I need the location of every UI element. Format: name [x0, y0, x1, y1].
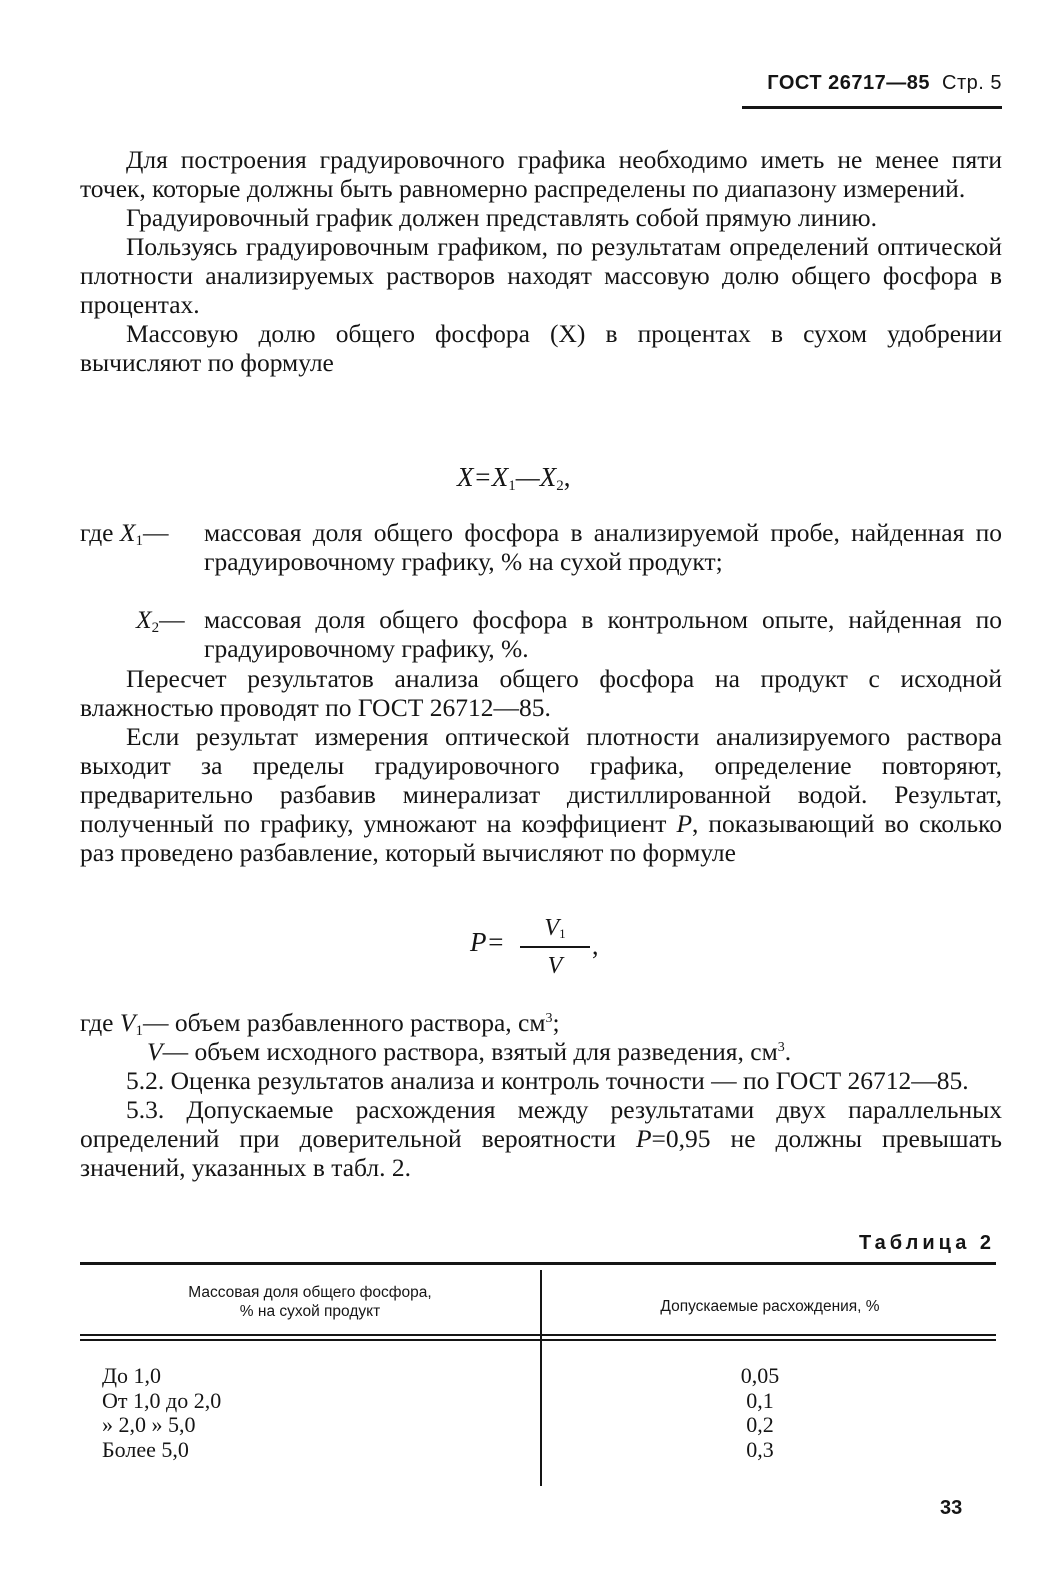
definition-v	[147, 1037, 791, 1066]
definition-v1-end: ;	[552, 1008, 560, 1037]
definition-v-text: объем исходного раствора, взятый для разведения, см	[194, 1037, 778, 1066]
formula-x1-sub: 1	[508, 478, 516, 494]
formula-x-lhs: X	[457, 462, 474, 492]
header-rule	[742, 106, 1002, 109]
definition-prefix: где	[80, 518, 114, 547]
fraction-denominator: V	[547, 952, 563, 979]
paragraph-formula-intro: Массовую долю общего фосфора (X) в процентах в сухом удобрении вычисляют по формуле	[80, 319, 1002, 377]
paragraph-dilution	[80, 722, 1002, 867]
fraction-numerator	[520, 912, 590, 944]
table-header-col2: Допускаемые расхождения, %	[660, 1298, 880, 1315]
recalc-paragraphs	[80, 664, 1002, 867]
table-row-range: » 2,0 » 5,0	[102, 1412, 196, 1437]
definition-v1-unit-sup: 3	[545, 1011, 553, 1026]
formula-p-comma: ,	[592, 931, 599, 960]
table-column-divider	[540, 1270, 542, 1486]
table-header-rule-1	[80, 1334, 996, 1336]
definition-x1-letter: X	[119, 518, 136, 547]
paragraph-calibration-points: Для построения градуировочного графика необходимо иметь не менее пяти точек, которые должны быть равномерно распределены по диапазону измерений.	[80, 145, 1002, 203]
intro-paragraphs	[80, 145, 1002, 377]
paragraph-using-graph: Пользуясь градуировочным графиком, по результатам определений оптической плотности анализируемых растворов находят массовую долю общего фосфора в процентах.	[80, 232, 1002, 319]
definition-x2-dash: —	[159, 605, 185, 634]
fraction-bar	[520, 946, 590, 948]
definition-x2-symbol	[136, 605, 159, 634]
page-reference: Стр. 5	[942, 72, 1002, 94]
formula-x	[457, 462, 571, 495]
formula-x2-sub: 2	[556, 478, 564, 494]
definition-v1-symbol	[120, 1008, 143, 1037]
table-header-rule-2	[80, 1339, 996, 1341]
table-caption: Таблица 2	[858, 1232, 995, 1254]
table-col-ranges	[102, 1364, 221, 1462]
definition-x1-dash: —	[142, 518, 169, 547]
definitions-x	[80, 518, 1002, 668]
page-header	[680, 72, 1002, 95]
page-number: 33	[940, 1497, 963, 1519]
dilution-text: Если результат измерения оптической плотности анализируемого раствора выходит за пределы градуировочного графика, определение повторяют, предварительно разбавив минерализат дистиллированной водой. Результат, полученный по графику, умножают на коэффициент	[80, 722, 1002, 838]
definition-v-end: .	[784, 1037, 792, 1066]
definition-x2-sub: 2	[151, 620, 160, 636]
table-header-col1-line1: Массовая доля общего фосфора,	[188, 1284, 432, 1301]
definition-x2-letter: X	[136, 605, 152, 634]
formula-x1: X	[491, 462, 509, 492]
table-row-tolerance: 0,1	[746, 1387, 774, 1413]
definition-v1-text: объем разбавленного раствора, см	[174, 1008, 546, 1037]
paragraph-5-3-tail: не должны превышать значений, указанных в табл. 2.	[80, 1124, 1003, 1182]
definition-x1-term	[80, 518, 168, 556]
table-row-tolerance: 0,3	[746, 1436, 774, 1462]
paragraph-5-3	[80, 1095, 1002, 1182]
table-col-tolerances	[700, 1364, 820, 1462]
definition-x2-text: массовая доля общего фосфора в контрольном опыте, найденная по градуировочному графику, %.	[204, 605, 1002, 663]
table-header-col1	[110, 1283, 510, 1321]
definition-v1-sub: 1	[135, 1023, 143, 1039]
formula-minus: —	[515, 462, 540, 492]
table-row-tolerance: 0,05	[740, 1363, 780, 1388]
table-row-range: До 1,0	[102, 1363, 162, 1388]
definition-x1-symbol	[120, 518, 143, 547]
formula-x-eq: =	[473, 462, 492, 492]
table-row-range: От 1,0 до 2,0	[102, 1387, 222, 1413]
numerator-sub: 1	[559, 926, 566, 941]
paragraph-5-2: 5.2. Оценка результатов анализа и контроль точности — по ГОСТ 26712—85.	[126, 1066, 969, 1095]
paragraph-5-3-value: =0,95	[651, 1124, 711, 1153]
definition-v-unit-sup: 3	[777, 1040, 785, 1055]
formula-p-lhs: P=	[470, 927, 505, 957]
dilution-tail: , показывающий во сколько раз проведено разбавление, который вычисляют по формуле	[80, 809, 1002, 867]
table-row-range: Более 5,0	[102, 1436, 189, 1462]
formula-x2: X	[539, 462, 557, 492]
paragraph-5-3-text: 5.3. Допускаемые расхождения между результатами двух параллельных определений при доверительной вероятности	[80, 1095, 1002, 1153]
formula-x-comma: ,	[563, 462, 571, 492]
definition-v1-dash: —	[142, 1008, 169, 1037]
definition-x1-text: массовая доля общего фосфора в анализируемой пробе, найденная по градуировочному графику, % на сухой продукт;	[204, 518, 1002, 576]
definition-x2-term	[136, 605, 185, 643]
paragraph-recalculation: Пересчет результатов анализа общего фосфора на продукт с исходной влажностью проводят по ГОСТ 26712—85.	[80, 664, 1002, 722]
table-row-tolerance: 0,2	[746, 1412, 774, 1437]
definition-x1-sub: 1	[135, 533, 143, 549]
table-header-col1-line2: % на сухой продукт	[239, 1303, 381, 1320]
paragraph-straight-line: Градуировочный график должен представлять собой прямую линию.	[126, 203, 877, 232]
definition-v-dash: —	[162, 1037, 189, 1066]
sections-5-2-5-3	[80, 1066, 1002, 1182]
definition-v-prefix: где	[80, 1008, 114, 1037]
definitions-v	[80, 1008, 1002, 1068]
numerator-letter: V	[544, 915, 560, 941]
table-top-rule	[80, 1262, 996, 1265]
definition-v1-letter: V	[119, 1008, 136, 1037]
paragraph-5-3-symbol: P	[635, 1124, 652, 1153]
definition-v-symbol: V	[147, 1037, 163, 1066]
standard-number: ГОСТ 26717—85	[767, 72, 930, 94]
formula-p-fraction	[520, 912, 590, 982]
dilution-symbol: P	[676, 809, 693, 838]
